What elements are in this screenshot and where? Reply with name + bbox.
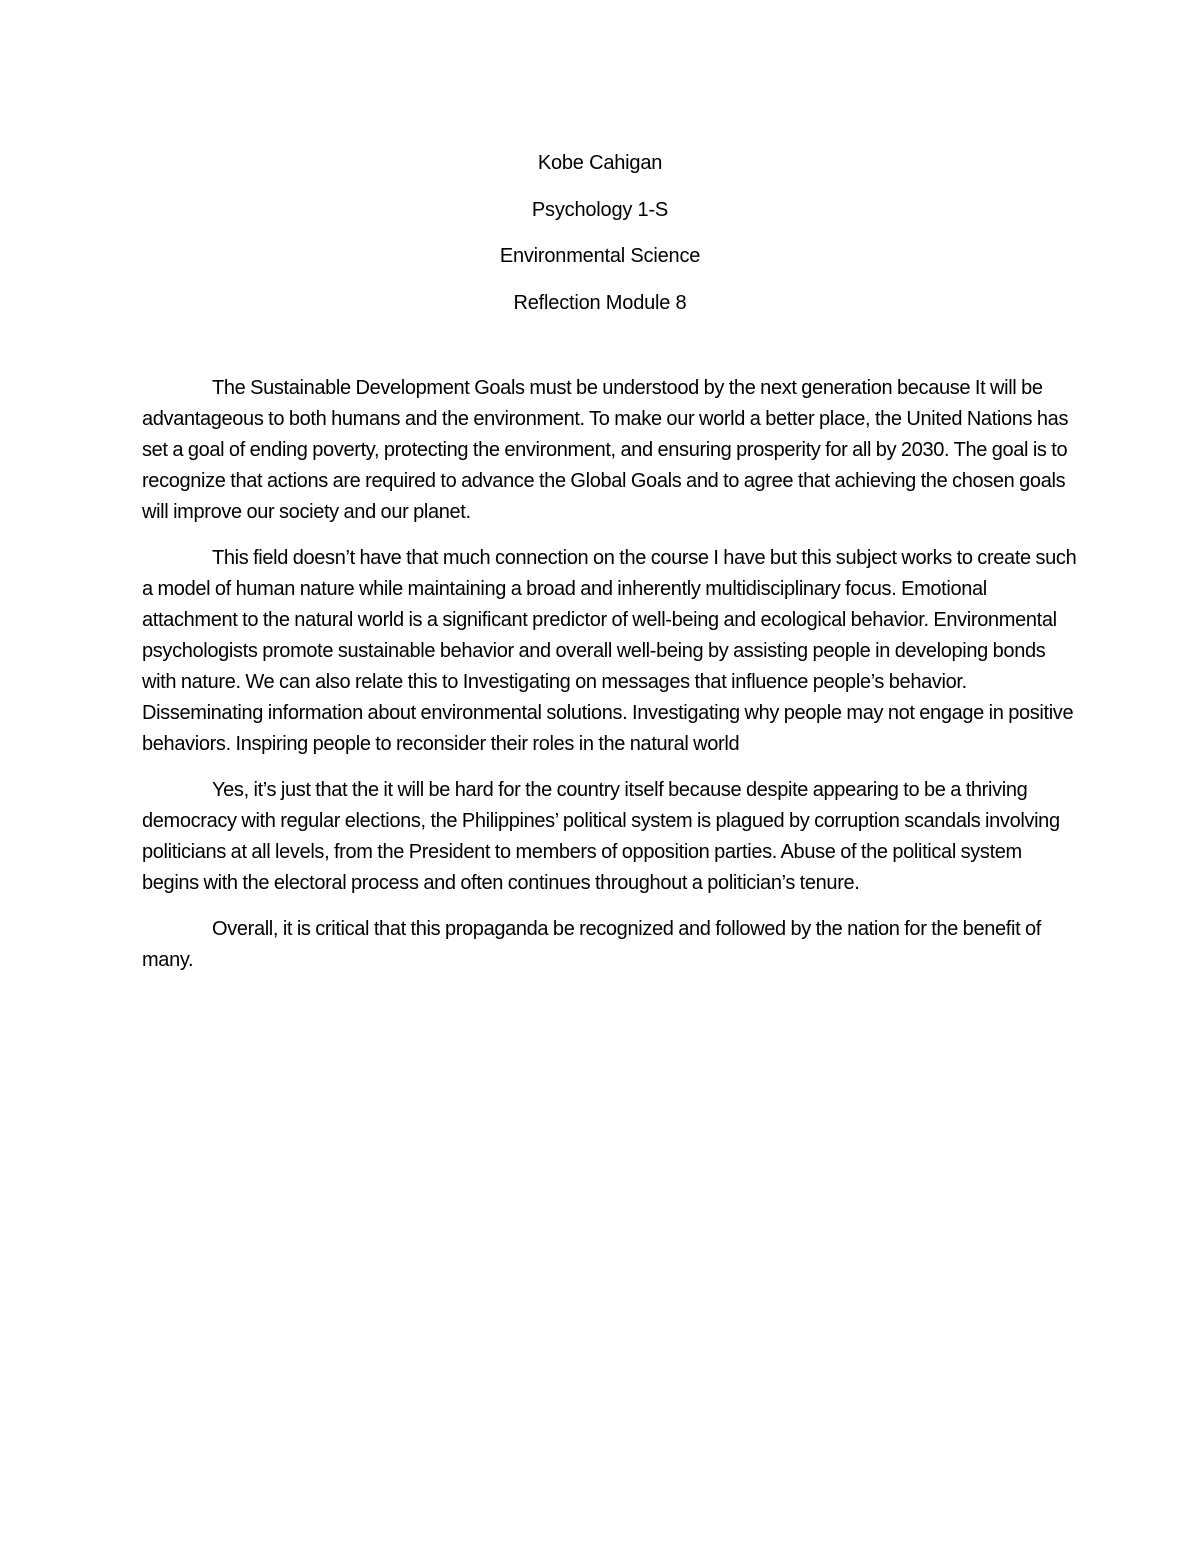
author-name: Kobe Cahigan bbox=[537, 152, 663, 174]
paragraph-country-challenges: Yes, it’s just that the it will be hard for the country itself because despite appearing to be a thriving democracy with regular elections, the Philippines’ political system is plagued by corruption scandals involving politicians at all levels, from the President to members of opposition parties. Abuse of the political system begins with the electoral process and often continues throughout a politician’s tenure. bbox=[142, 779, 1060, 894]
document-body bbox=[142, 373, 1077, 991]
paragraph-conclusion: Overall, it is critical that this propaganda be recognized and followed by the nation for the benefit of many. bbox=[142, 918, 1041, 971]
paragraph-course-connection: This field doesn’t have that much connection on the course I have but this subject works to create such a model of human nature while maintaining a broad and inherently multidisciplinary focus. Emotional attachment to the natural world is a significant predictor of well-being and ecological behavior. Environmental psychologists promote sustainable behavior and overall well-being by assisting people in developing bonds with nature. We can also relate this to Investigating on messages that influence people’s behavior. Disseminating information about environmental solutions. Investigating why people may not engage in positive behaviors. Inspiring people to reconsider their roles in the natural world bbox=[142, 547, 1077, 755]
course-section: Psychology 1-S bbox=[531, 198, 669, 221]
assignment-title: Reflection Module 8 bbox=[513, 291, 687, 314]
paragraph-sdg-importance: The Sustainable Development Goals must be understood by the next generation because It will be advantageous to both humans and the environment. To make our world a better place, the United Nations has set a goal of ending poverty, protecting the environment, and ensuring prosperity for all by 2030. The goal is to recognize that actions are required to advance the Global Goals and to agree that achieving the chosen goals will improve our society and our planet. bbox=[142, 377, 1069, 523]
document-header bbox=[0, 140, 1200, 326]
subject-title: Environmental Science bbox=[499, 245, 701, 267]
